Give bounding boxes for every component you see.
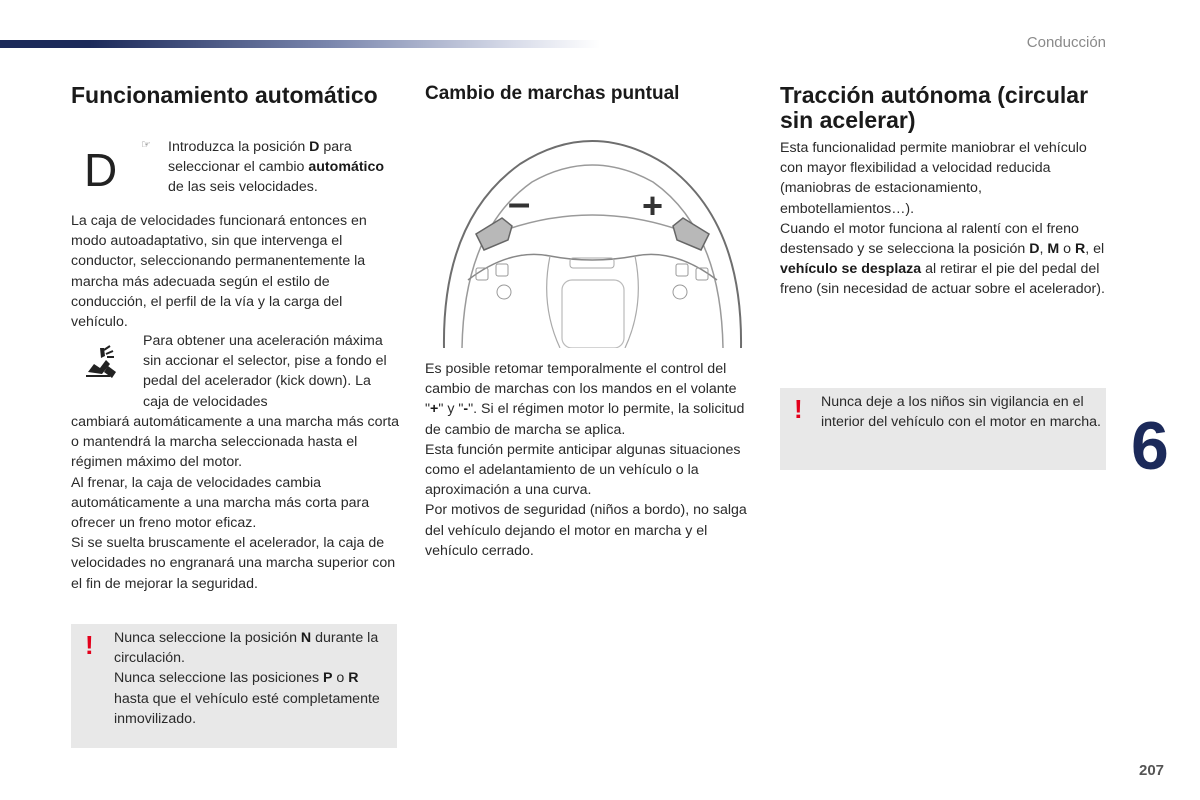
paddle-minus bbox=[476, 218, 512, 250]
page-number: 207 bbox=[1139, 762, 1165, 779]
paragraph-creep-mode: Esta funcionalidad permite maniobrar el vehículo con mayor flexibilidad a velocidad reducida (maniobras de estacionamiento, embotellamientos…). Cuando el motor funciona al ralentí con el freno destensado y se selecciona la posición D, M o R, el vehículo se desplaza al retirar el pie del pedal del freno (sin necesidad de actuar sobre el acelerador). bbox=[780, 138, 1110, 300]
paragraph-gear-behaviour bbox=[71, 412, 401, 594]
text-line: cambiará automáticamente a una marcha más corta o mantendrá la marcha seleccionada hasta el régimen máximo del motor. bbox=[71, 414, 400, 471]
warning-icon: ! bbox=[794, 394, 803, 424]
header-gradient-bar bbox=[0, 40, 600, 48]
minus-label: – bbox=[508, 181, 531, 225]
gear-position-d: D bbox=[84, 144, 118, 196]
warning-box-children bbox=[780, 388, 1106, 470]
section-title: Conducción bbox=[1026, 34, 1106, 51]
kick-down-pedal-icon bbox=[80, 342, 122, 384]
text-line: Esta función permite anticipar algunas situaciones como el adelantamiento de un vehículo o la aproximación a una curva. bbox=[425, 441, 741, 499]
warning-icon: ! bbox=[85, 630, 94, 660]
paragraph-kick-down: Para obtener una aceleración máxima sin accionar el selector, pise a fondo el pedal del acelerador (kick down). La caja de velocidades bbox=[143, 333, 387, 410]
text-line: Por motivos de seguridad (niños a bordo), no salga del vehículo dejando el motor en marcha y el vehículo cerrado. bbox=[425, 502, 747, 559]
heading-creep-mode: Tracción autónoma (circular sin acelerar) bbox=[780, 82, 1089, 133]
heading-automatic-operation: Funcionamiento automático bbox=[71, 82, 378, 108]
paddle-plus bbox=[673, 218, 709, 250]
plus-label: + bbox=[642, 185, 664, 226]
steering-wheel-illustration bbox=[440, 130, 745, 348]
text-line: Esta funcionalidad permite maniobrar el vehículo con mayor flexibilidad a velocidad reducida (maniobras de estacionamiento, embotellamientos…). bbox=[780, 140, 1087, 217]
warning-text: Nunca seleccione la posición N durante la circulación. Nunca seleccione las posiciones P o R hasta que el vehículo esté completamente inmovilizado. bbox=[114, 630, 380, 727]
warning-text: Nunca deje a los niños sin vigilancia en el interior del vehículo con el motor en marcha. bbox=[821, 394, 1101, 431]
text-line: Si se suelta bruscamente el acelerador, la caja de velocidades no engranará una marcha superior con el fin de mejorar la seguridad. bbox=[71, 535, 396, 592]
pointing-hand-icon: ☞ bbox=[141, 139, 151, 151]
chapter-number: 6 bbox=[1131, 408, 1169, 484]
heading-manual-shift: Cambio de marchas puntual bbox=[425, 83, 680, 104]
instruction-select-d: Introduzca la posición D para seleccionar el cambio automático de las seis velocidades. bbox=[168, 139, 385, 196]
text-line: Al frenar, la caja de velocidades cambia automáticamente a una marcha más corta para ofrecer un freno motor eficaz. bbox=[71, 474, 370, 532]
paragraph-temporary-control: Es posible retomar temporalmente el control del cambio de marchas con los mandos en el volante "+" y "-". Si el régimen motor lo permite, la solicitud de cambio de marcha se aplica. Esta función permite anticipar algunas situaciones como el adelantamiento de un vehículo o la aproximación a una curva. Por motivos de seguridad (niños a bordo), no salga del vehículo dejando el motor en marcha y el vehículo cerrado. bbox=[425, 359, 755, 561]
warning-box-neutral bbox=[71, 624, 397, 748]
paragraph-adaptive-mode: La caja de velocidades funcionará entonces en modo autoadaptativo, sin que intervenga el conductor, seleccionando permanentemente la marcha más adecuada según el estilo de conducción, el perfil de la vía y la carga del vehículo. bbox=[71, 213, 367, 331]
